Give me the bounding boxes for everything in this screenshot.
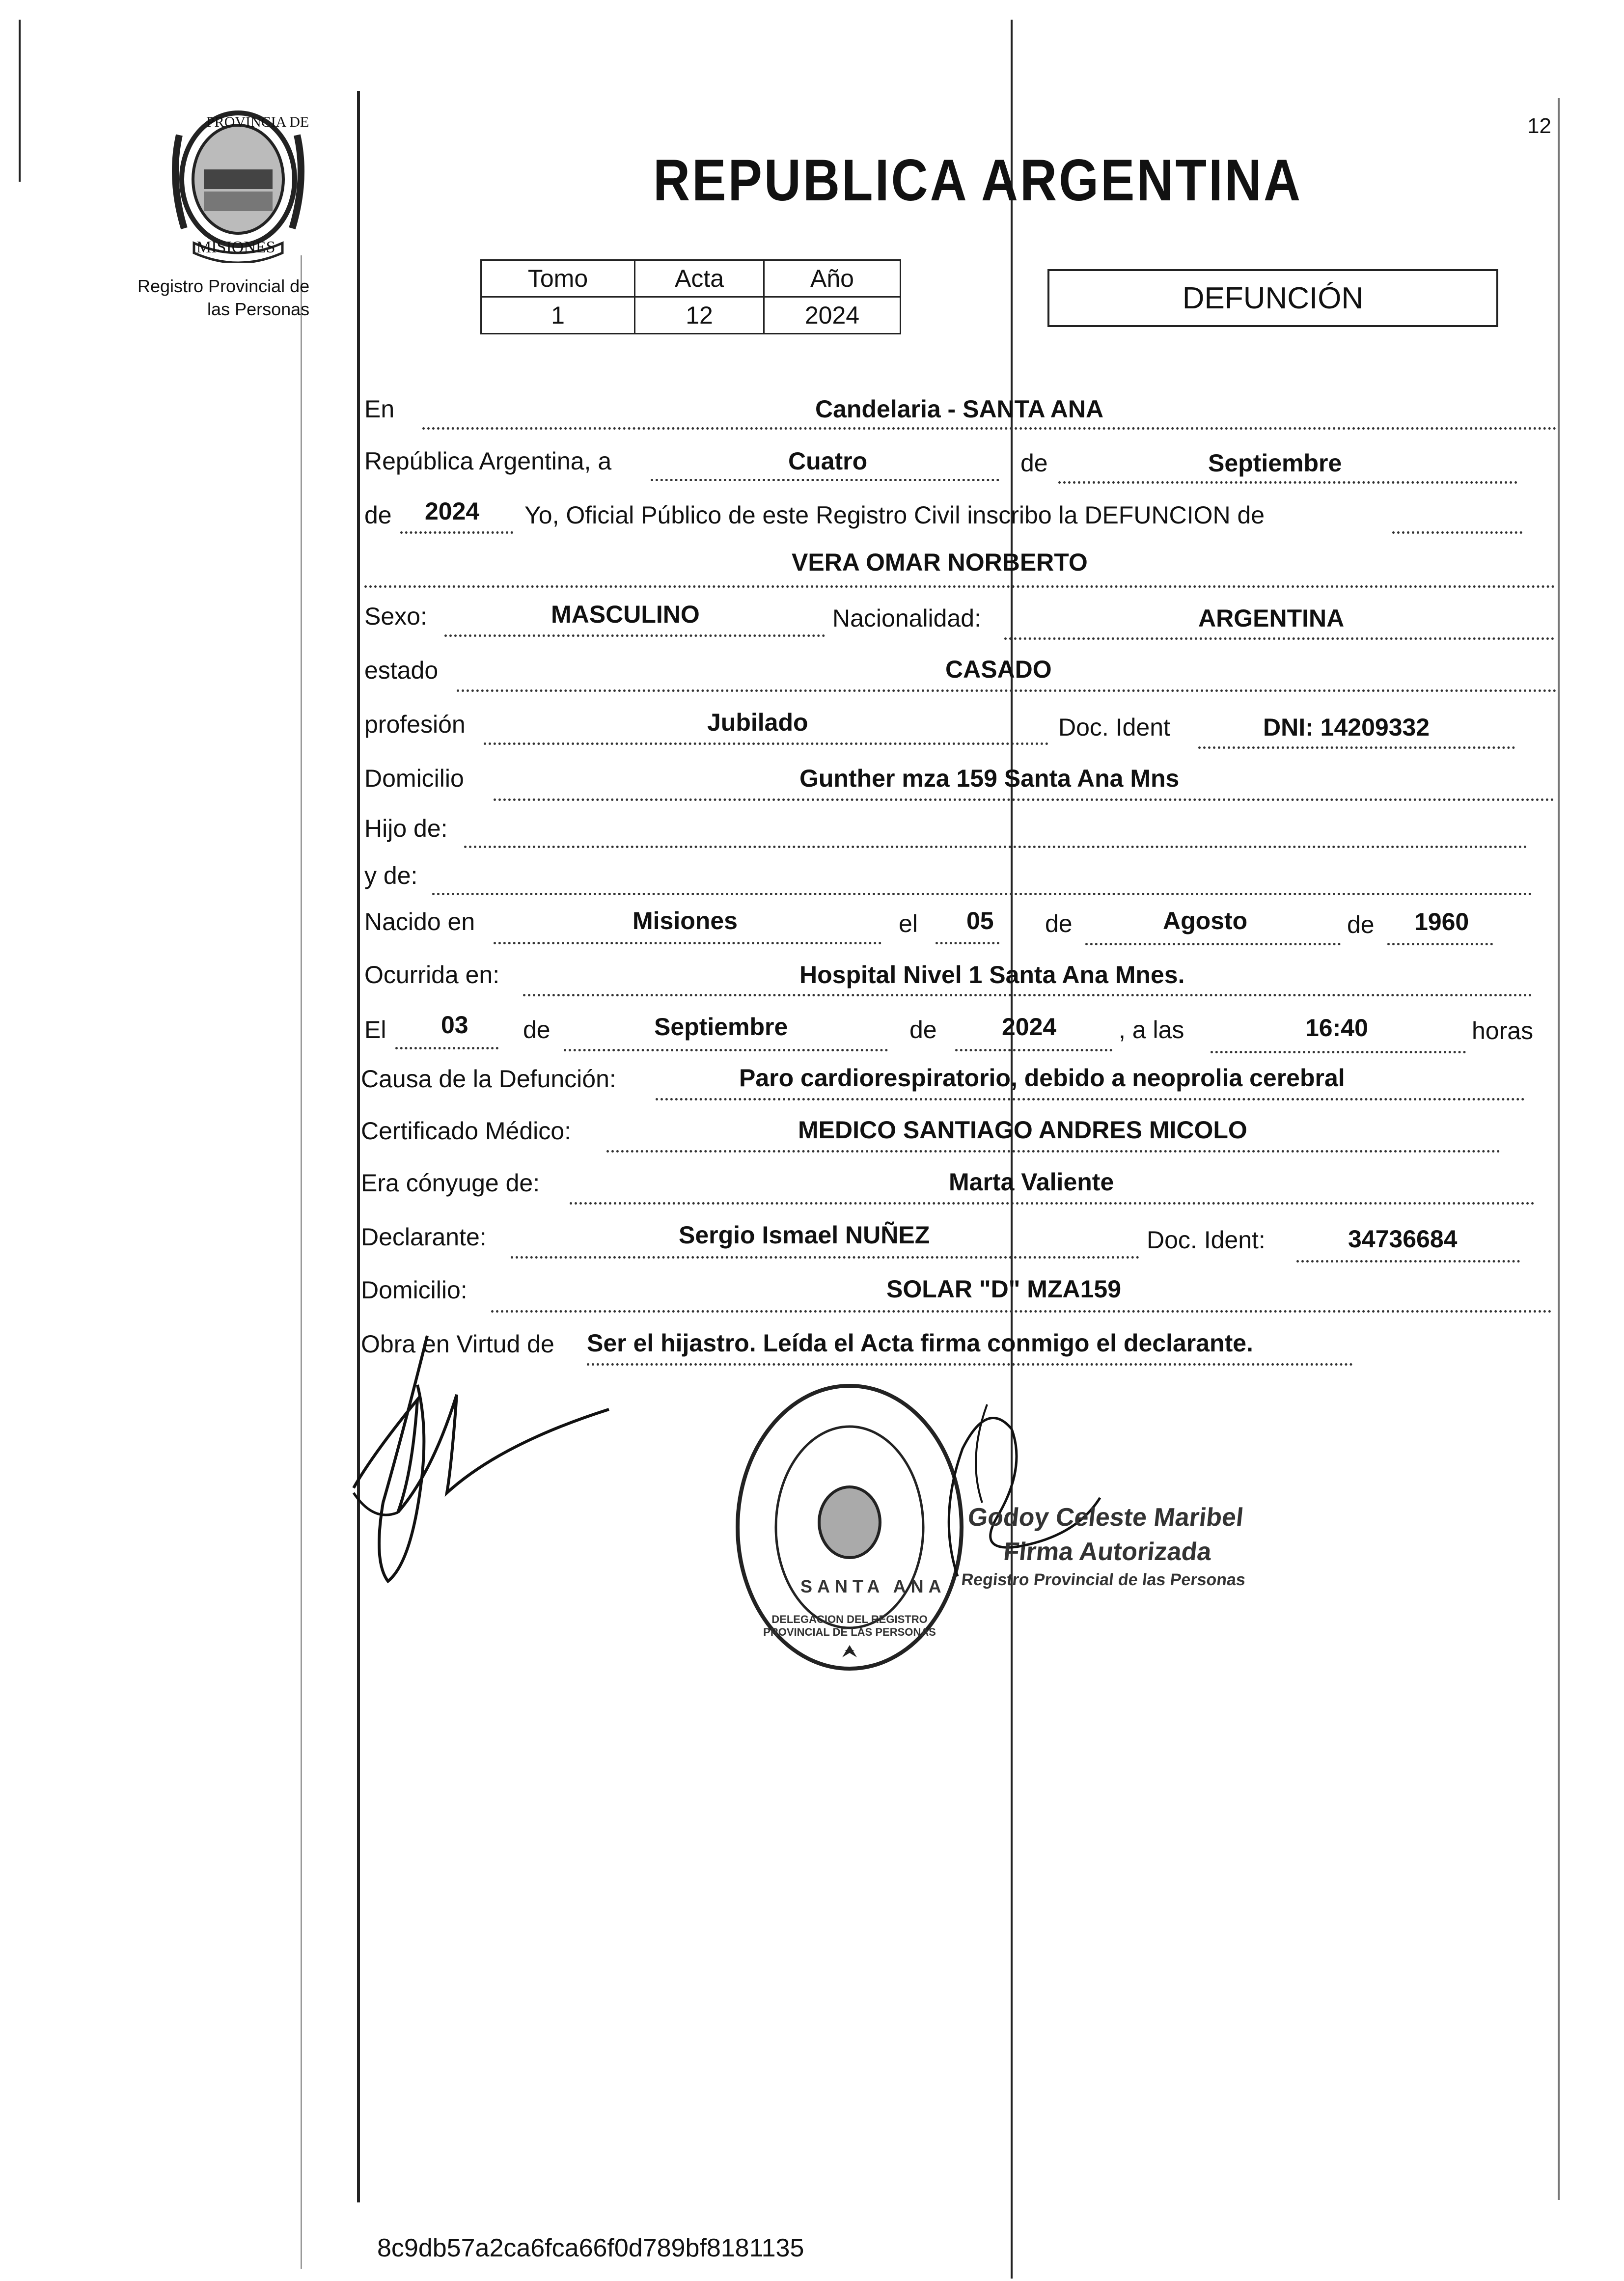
domicilio-line <box>494 798 1554 801</box>
official-name: Godoy Celeste Maribel <box>966 1503 1245 1532</box>
certificado-label: Certificado Médico: <box>361 1117 571 1145</box>
en-value: Candelaria - SANTA ANA <box>815 395 1104 423</box>
obra-label: Obra en Virtud de <box>361 1330 554 1358</box>
yde-line <box>432 893 1532 895</box>
value-tomo: 1 <box>481 297 635 334</box>
registry-label <box>138 275 309 321</box>
value-anio: 2024 <box>764 297 901 334</box>
official-office: Registro Provincial de las Personas <box>960 1570 1246 1590</box>
el-label: el <box>899 910 918 937</box>
en-line <box>422 427 1557 430</box>
nacionalidad-line <box>1004 637 1554 640</box>
document-hash: 8c9db57a2ca6fca66f0d789bf8181135 <box>377 2234 804 2262</box>
emblem-bottom-text: MISIONES <box>196 238 275 256</box>
estado-line <box>457 689 1557 692</box>
estado-value: CASADO <box>945 656 1052 683</box>
yde-label: y de: <box>364 862 418 889</box>
nacionalidad-label: Nacionalidad: <box>832 605 981 632</box>
decl-doc-value: 34736684 <box>1348 1225 1458 1253</box>
declaracion-line <box>1392 531 1522 534</box>
doc-label: Doc. Ident <box>1058 714 1170 741</box>
header-anio: Año <box>764 260 901 297</box>
def-mes-value: Septiembre <box>654 1013 788 1041</box>
obra-line <box>587 1363 1353 1366</box>
ocurrida-value: Hospital Nivel 1 Santa Ana Mnes. <box>799 961 1185 989</box>
mes-line <box>1058 481 1517 484</box>
registry-margin <box>301 255 302 2269</box>
record-table <box>480 259 901 334</box>
hora-value: 16:40 <box>1305 1014 1368 1042</box>
domicilio-value: Gunther mza 159 Santa Ana Mns <box>799 765 1180 792</box>
registry-line1: Registro Provincial de <box>138 276 310 296</box>
def-anio-line <box>955 1049 1112 1051</box>
estado-label: estado <box>364 657 439 684</box>
seal-ring-text: DELEGACION DEL REGISTRO PROVINCIAL DE LAS PERSONAS <box>763 1613 936 1638</box>
decl-doc-label: Doc. Ident: <box>1147 1226 1266 1254</box>
de-label-2: de <box>364 501 392 529</box>
hijo-line <box>464 846 1527 848</box>
anio-value: 2024 <box>425 497 480 525</box>
doc-line <box>1198 746 1515 749</box>
profesion-value: Jubilado <box>707 709 808 736</box>
nac-mes-line <box>1085 943 1341 945</box>
en-label: En <box>364 395 395 423</box>
domicilio-label: Domicilio <box>364 765 464 792</box>
decl-doc-line <box>1296 1260 1520 1263</box>
profesion-line <box>484 742 1048 745</box>
def-mes-line <box>564 1049 888 1051</box>
official-role: Firma Autorizada <box>1002 1538 1213 1566</box>
decl-domicilio-line <box>491 1310 1552 1313</box>
horas-label: horas <box>1472 1017 1534 1044</box>
hora-line <box>1211 1051 1466 1053</box>
de-label: de <box>1020 449 1048 477</box>
nac-mes-value: Agosto <box>1163 907 1248 934</box>
sexo-label: Sexo: <box>364 603 427 630</box>
mes-value: Septiembre <box>1208 449 1342 477</box>
page-title: REPUBLICA ARGENTINA <box>653 148 1303 214</box>
def-anio-value: 2024 <box>1002 1013 1057 1041</box>
nac-dia-line <box>936 942 999 944</box>
causa-label: Causa de la Defunción: <box>361 1065 616 1093</box>
ocurrida-line <box>523 994 1532 996</box>
registry-line2: las Personas <box>207 299 310 319</box>
doc-value: DNI: 14209332 <box>1263 714 1430 741</box>
record-type-box: DEFUNCIÓN <box>1047 269 1498 327</box>
left-scan-edge <box>19 20 21 182</box>
form-right-margin <box>1558 98 1560 2200</box>
nac-dia-value: 05 <box>966 907 994 934</box>
decl-domicilio-label: Domicilio: <box>361 1276 468 1304</box>
emblem-top-text: PROVINCIA DE <box>206 114 309 130</box>
def-dia-line <box>395 1047 498 1049</box>
page-number: 12 <box>1527 114 1551 138</box>
nacido-label: Nacido en <box>364 908 475 935</box>
sexo-value: MASCULINO <box>551 601 700 628</box>
nacido-line <box>494 942 881 944</box>
conyuge-label: Era cónyuge de: <box>361 1169 540 1197</box>
anio-line <box>400 531 513 534</box>
declarante-value: Sergio Ismael NUÑEZ <box>679 1221 930 1249</box>
certificado-value: MEDICO SANTIAGO ANDRES MICOLO <box>798 1116 1247 1144</box>
hijo-label: Hijo de: <box>364 815 448 842</box>
def-dia-value: 03 <box>441 1011 468 1039</box>
dia-value: Cuatro <box>788 447 868 475</box>
official-stamp <box>960 1500 1254 1592</box>
certificado-line <box>606 1150 1500 1153</box>
decl-domicilio-value: SOLAR "D" MZA159 <box>886 1275 1122 1303</box>
sexo-line <box>444 634 825 637</box>
causa-line <box>656 1098 1525 1100</box>
declarant-signature-icon <box>344 1326 619 1621</box>
profesion-label: profesión <box>364 711 466 738</box>
declaracion-text: Yo, Oficial Público de este Registro Civil inscribo la DEFUNCION de <box>524 501 1265 529</box>
ocurrida-label: Ocurrida en: <box>364 961 500 989</box>
nac-de-label-2: de <box>1347 911 1375 938</box>
nombre-value: VERA OMAR NORBERTO <box>792 549 1088 576</box>
header-acta: Acta <box>635 260 764 297</box>
nac-anio-value: 1960 <box>1414 908 1469 935</box>
nombre-line <box>364 585 1555 588</box>
alas-label: , a las <box>1119 1016 1184 1044</box>
value-acta: 12 <box>635 297 764 334</box>
nac-de-label: de <box>1045 910 1073 937</box>
causa-value: Paro cardiorespiratorio, debido a neoprolia cerebral <box>739 1064 1345 1092</box>
def-de-label: de <box>523 1016 551 1044</box>
fecha-label: República Argentina, a <box>364 447 612 475</box>
El-label: El <box>364 1016 386 1044</box>
header-tomo: Tomo <box>481 260 635 297</box>
def-de-label-2: de <box>909 1016 937 1044</box>
obra-value: Ser el hijastro. Leída el Acta firma conmigo el declarante. <box>587 1329 1253 1357</box>
nacionalidad-value: ARGENTINA <box>1198 605 1345 632</box>
seal-inner-text: SANTA ANA <box>800 1576 946 1596</box>
declarante-line <box>511 1256 1139 1259</box>
conyuge-line <box>570 1202 1535 1205</box>
conyuge-value: Marta Valiente <box>949 1168 1114 1196</box>
nacido-value: Misiones <box>633 907 738 934</box>
dia-line <box>651 479 999 481</box>
declarante-label: Declarante: <box>361 1223 487 1251</box>
page-fold-line <box>1011 20 1013 2279</box>
nac-anio-line <box>1387 943 1493 945</box>
form-left-margin <box>357 91 360 2202</box>
